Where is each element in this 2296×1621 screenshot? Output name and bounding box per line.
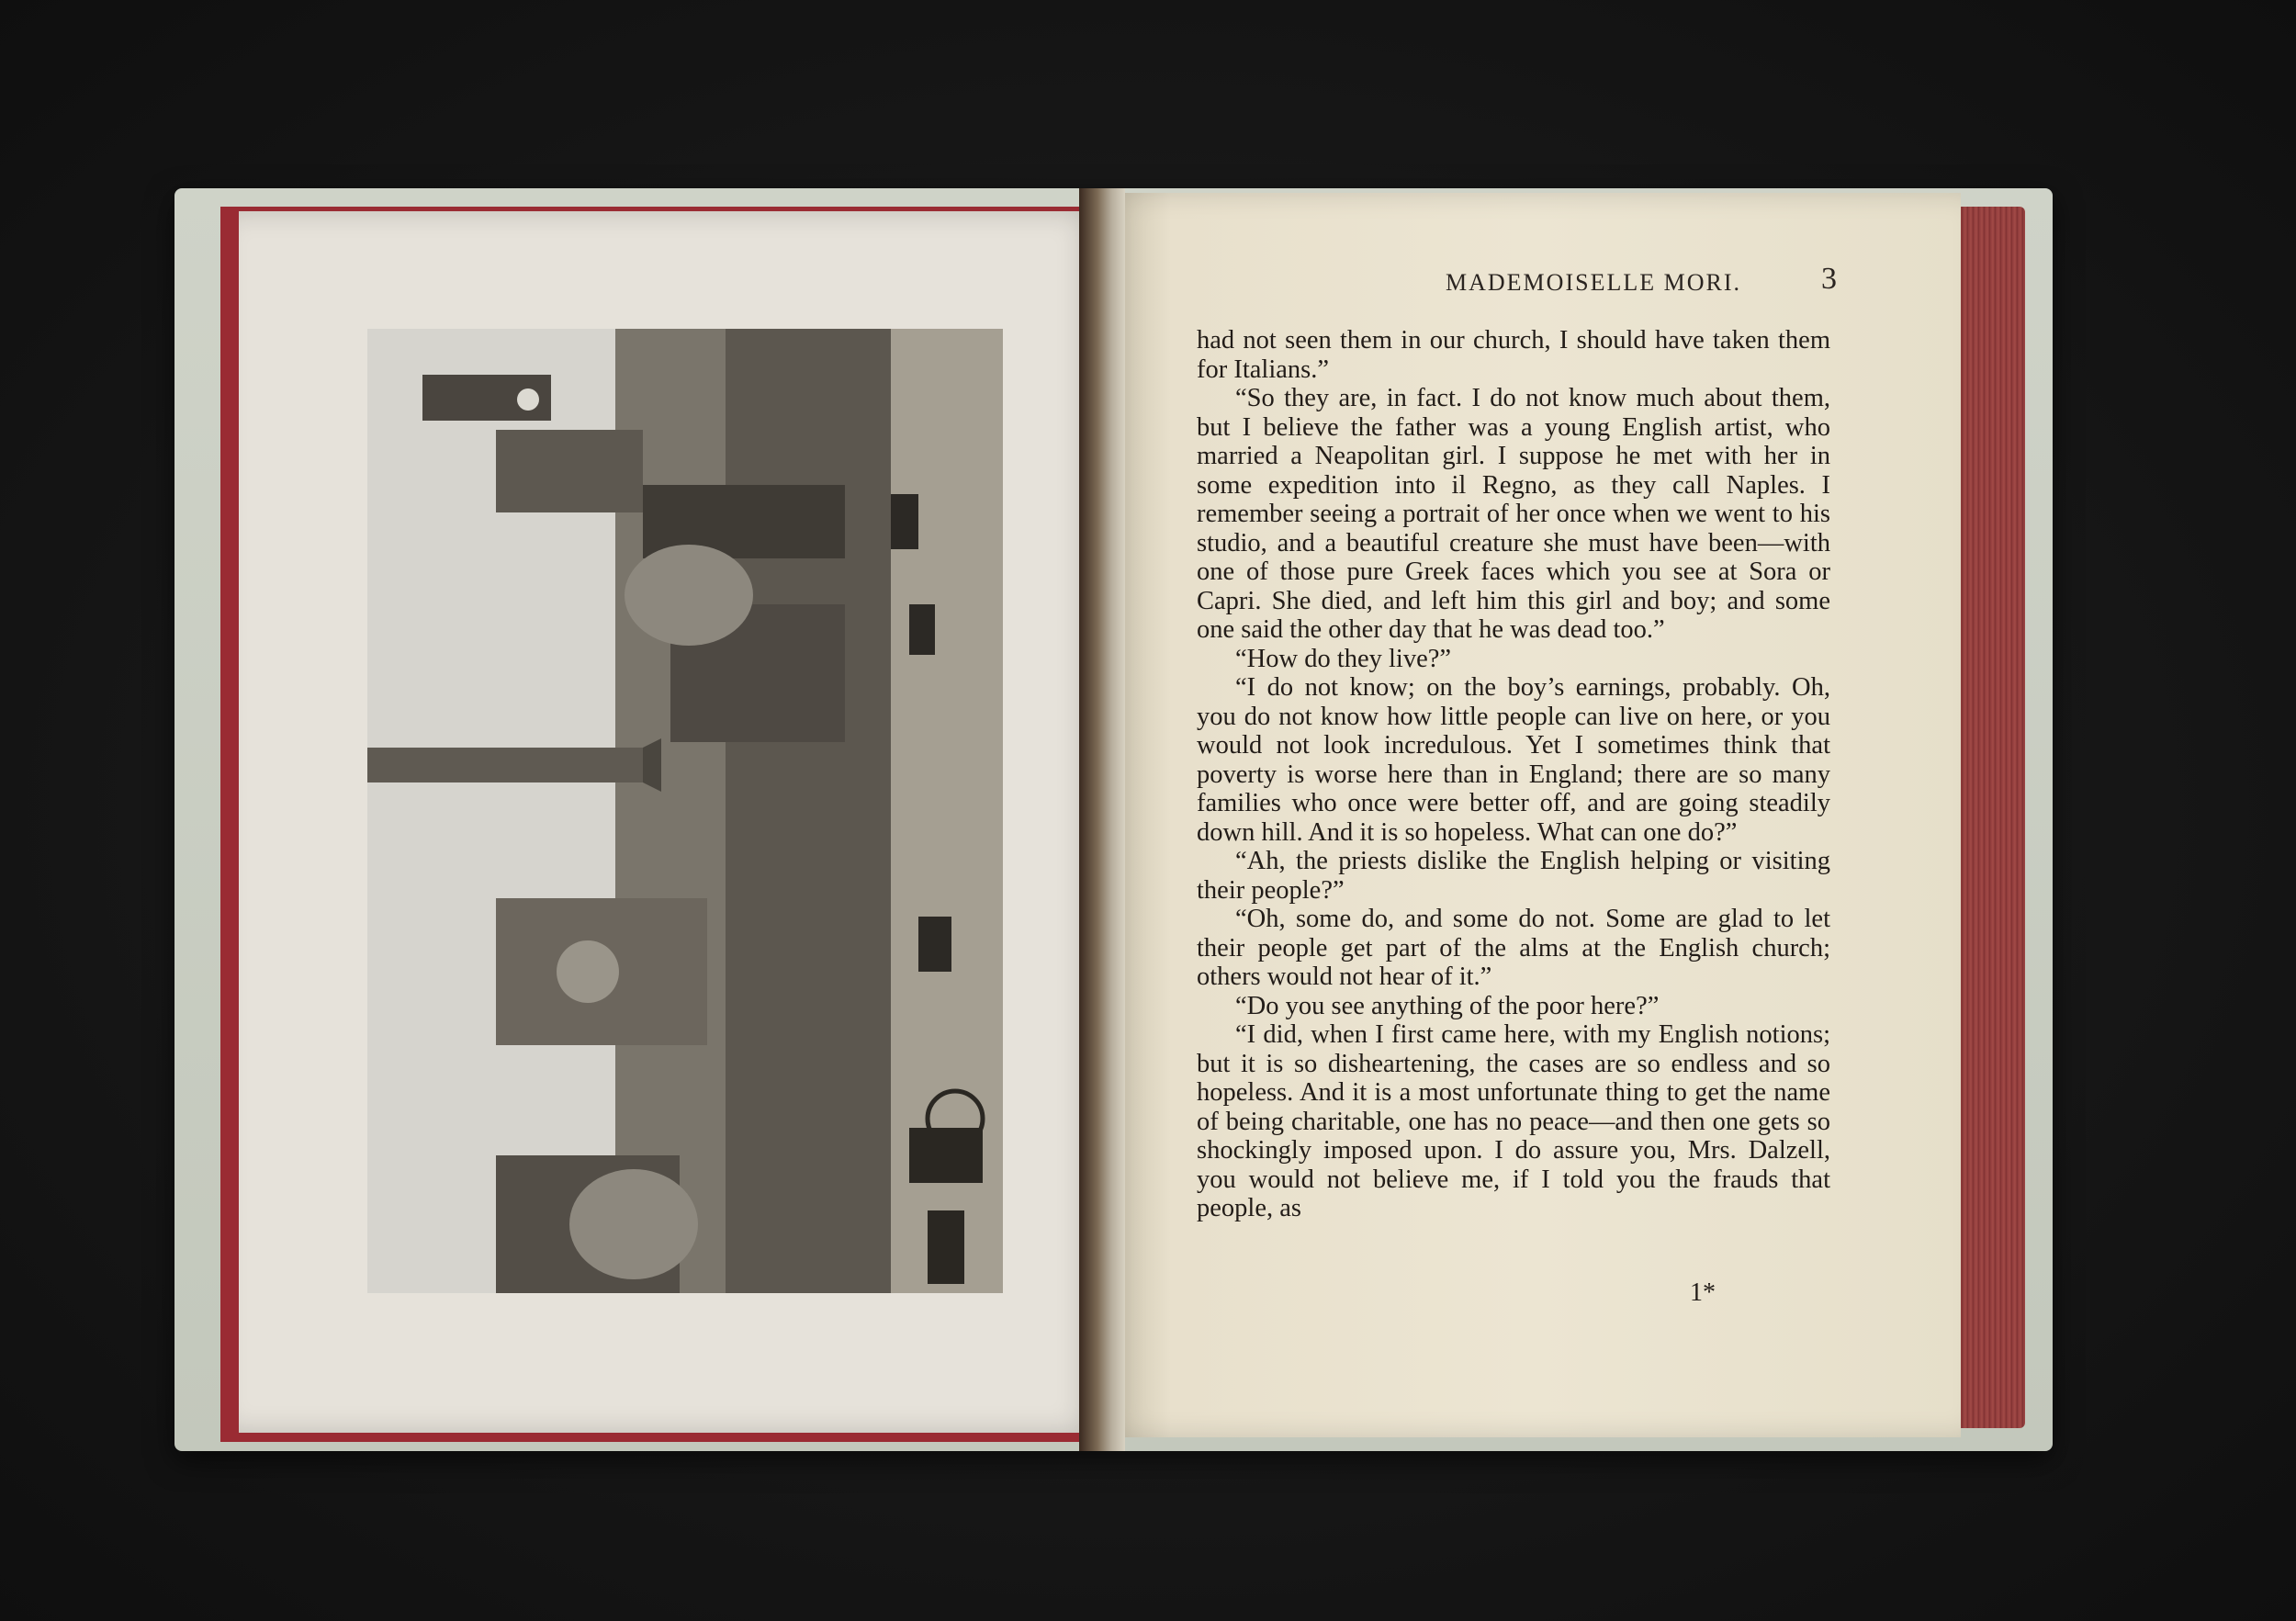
book-gutter xyxy=(1079,188,1125,1451)
paragraph: “I do not know; on the boy’s earnings, probably. Oh, you do not know how little people can live on here, or you would not look incredulous. Yet I sometimes think that poverty is worse here than in England; there are so many families who once were better off, and are going steadily down hill. And it is so hopeless. What can one do?” xyxy=(1197,673,1830,847)
page-number: 3 xyxy=(1821,262,1837,296)
photograph-piazza-obelisk-icon xyxy=(367,329,1003,1293)
paragraph: “So they are, in fact. I do not know much about them, but I believe the father was a young English artist, who married a Neapolitan girl. I suppose he met with her in some expedition into il Regno, as they call Naples. I remember seeing a portrait of her once when we went to his studio, and a beautiful creature she must have been—with one of those pure Greek faces which you see at Sora or Capri. She died, and left him this girl and boy; and some one said the other day that he was dead too.” xyxy=(1197,384,1830,644)
paragraph: “Oh, some do, and some do not. Some are glad to let their people get part of the alms at the English church; others would not hear of it.” xyxy=(1197,905,1830,991)
paragraph: “Do you see anything of the poor here?” xyxy=(1235,991,1660,1020)
running-head: MADEMOISELLE MORI. xyxy=(1446,269,1741,296)
photograph-plate xyxy=(367,329,1003,1293)
paragraph: “How do they live?” xyxy=(1235,644,1452,673)
paragraph: “I did, when I first came here, with my English notions; but it is so disheartening, the cases are so endless and so hopeless. And it is a most unfortunate thing to get the name of being charitable, one has no peace—and then one gets so shockingly imposed upon. I do assure you, Mrs. Dalzell, you would not believe me, if I told you the frauds that people, as xyxy=(1197,1020,1830,1222)
paragraph: had not seen them in our church, I should have taken them for Italians.” xyxy=(1197,326,1830,384)
paragraph: “Ah, the priests dislike the English helping or visiting their people?” xyxy=(1197,847,1830,905)
page-body-text xyxy=(1197,326,1830,1223)
page-block-edge xyxy=(1952,207,2025,1428)
signature-mark: 1* xyxy=(1690,1278,1716,1307)
